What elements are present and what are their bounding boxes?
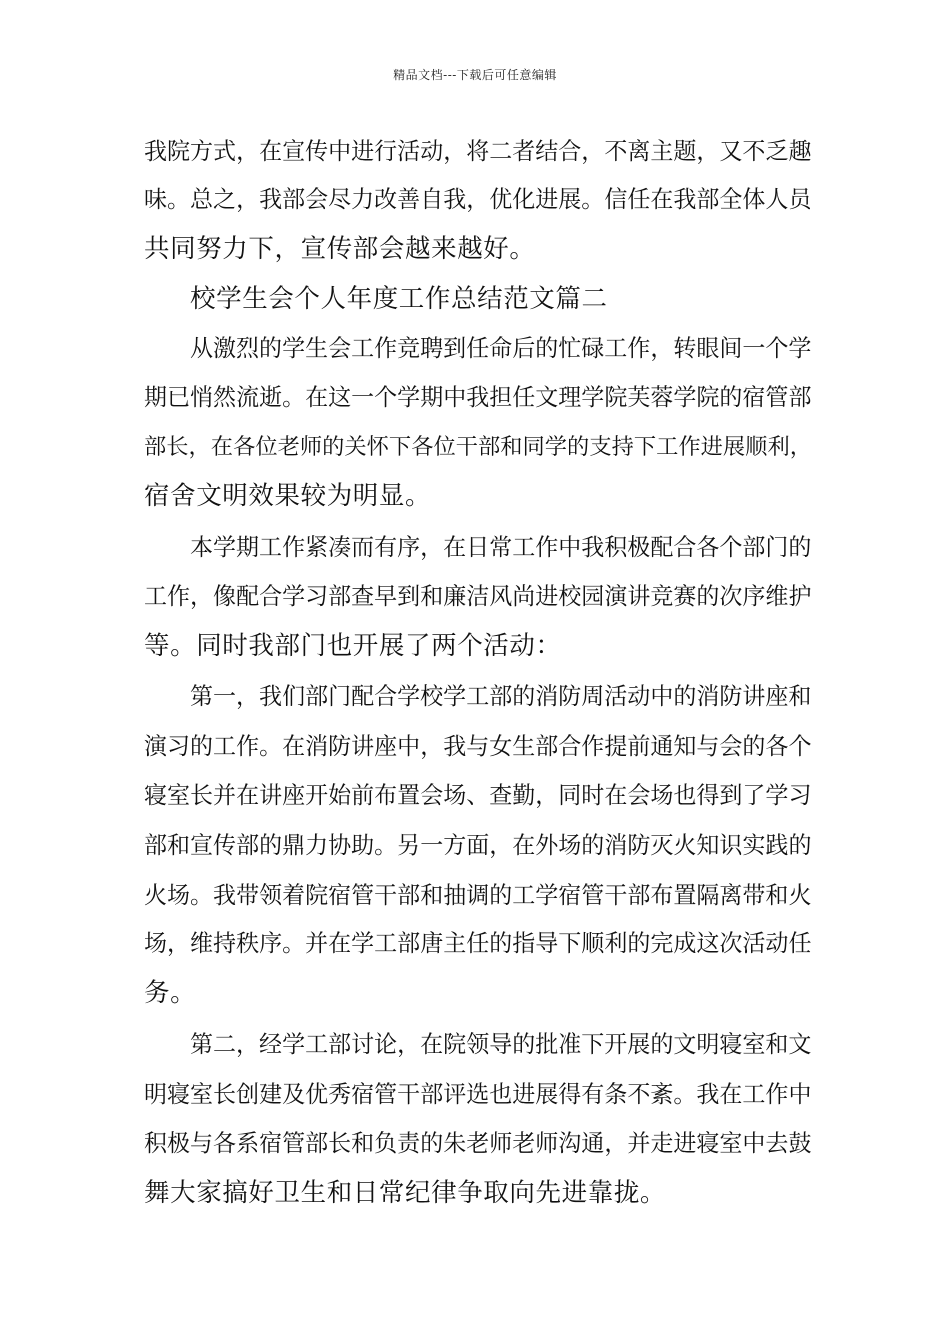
text-line: 共同努力下，宣传部会越来越好。	[144, 234, 536, 264]
text-line: 演习的工作。在消防讲座中，我与女生部合作提前通知与会的各个	[144, 734, 812, 760]
text-line: 从激烈的学生会工作竞聘到任命后的忙碌工作，转眼间一个学	[190, 336, 812, 362]
text-line: 第一，我们部门配合学校学工部的消防周活动中的消防讲座和	[190, 684, 812, 710]
text-line: 本学期工作紧凑而有序，在日常工作中我积极配合各个部门的	[190, 535, 812, 561]
text-line: 部和宣传部的鼎力协助。另一方面，在外场的消防灭火知识实践的	[144, 833, 812, 859]
text-line: 工作，像配合学习部查早到和廉洁风尚进校园演讲竞赛的次序维护	[144, 584, 812, 610]
text-line: 期已悄然流逝。在这一个学期中我担任文理学院芙蓉学院的宿管部	[144, 385, 812, 411]
section-heading: 校学生会个人年度工作总结范文篇二	[190, 284, 608, 314]
text-line: 部长，在各位老师的关怀下各位干部和同学的支持下工作进展顺利，	[144, 434, 812, 460]
text-line: 宿舍文明效果较为明显。	[144, 481, 432, 511]
text-line: 明寝室长创建及优秀宿管干部评选也进展得有条不紊。我在工作中	[144, 1082, 812, 1108]
text-line: 第二，经学工部讨论，在院领导的批准下开展的文明寝室和文	[190, 1032, 812, 1058]
text-line: 火场。我带领着院宿管干部和抽调的工学宿管干部布置隔离带和火	[144, 883, 812, 909]
text-line: 舞大家搞好卫生和日常纪律争取向先进靠拢。	[144, 1178, 667, 1208]
text-line: 味。总之，我部会尽力改善自我，优化进展。信任在我部全体人员	[144, 187, 812, 213]
text-line: 等。同时我部门也开展了两个活动：	[144, 631, 562, 661]
text-line: 寝室长并在讲座开始前布置会场、查勤，同时在会场也得到了学习	[144, 783, 812, 809]
text-line: 积极与各系宿管部长和负责的朱老师老师沟通，并走进寝室中去鼓	[144, 1131, 812, 1157]
text-line: 务。	[144, 978, 197, 1008]
text-line: 我院方式，在宣传中进行活动，将二者结合，不离主题，又不乏趣	[144, 139, 812, 165]
text-line: 场，维持秩序。并在学工部唐主任的指导下顺利的完成这次活动任	[144, 931, 812, 957]
page-header: 精品文档---下载后可任意编辑	[393, 68, 557, 82]
